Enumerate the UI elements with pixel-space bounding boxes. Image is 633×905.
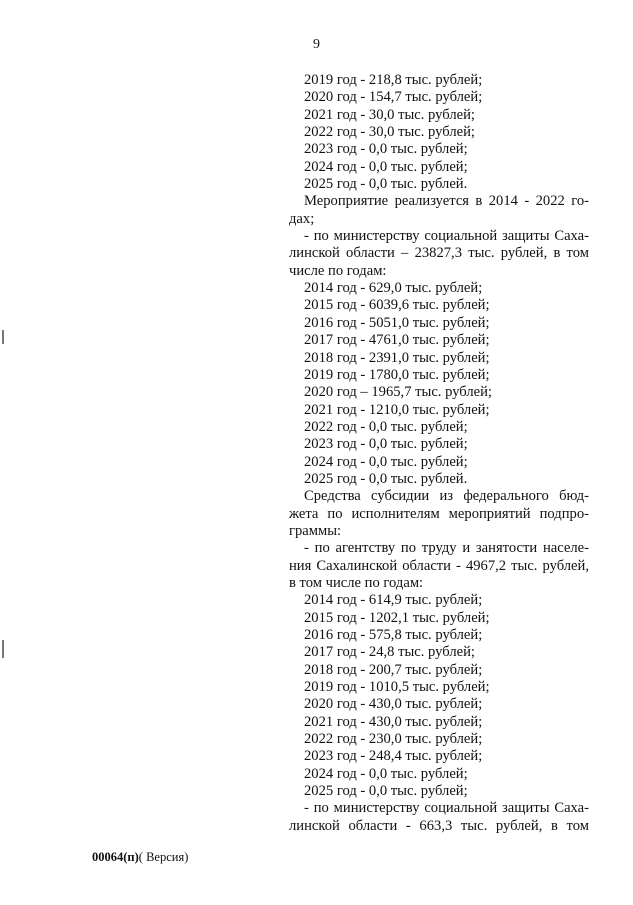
text-line: 2024 год - 0,0 тыс. рублей; xyxy=(304,158,468,175)
text-line: дах; xyxy=(289,210,315,227)
text-line: 2018 год - 2391,0 тыс. рублей; xyxy=(304,349,490,366)
text-line: жета по исполнителям мероприятий подпро- xyxy=(289,505,589,522)
text-line: 2014 год - 614,9 тыс. рублей; xyxy=(304,592,483,609)
text-line: - по агентству по труду и занятости населе- xyxy=(304,540,589,557)
scan-margin-mark xyxy=(2,330,4,344)
text-line: 2014 год - 629,0 тыс. рублей; xyxy=(304,280,483,297)
text-line: 2015 год - 1202,1 тыс. рублей; xyxy=(304,609,490,626)
text-line: 2019 год - 218,8 тыс. рублей; xyxy=(304,72,483,88)
text-line: 2019 год - 1010,5 тыс. рублей; xyxy=(304,679,490,696)
text-line: ния Сахалинской области - 4967,2 тыс. рублей, xyxy=(289,557,589,574)
text-line: 2022 год - 230,0 тыс. рублей; xyxy=(304,731,483,748)
text-line: 2025 год - 0,0 тыс. рублей. xyxy=(304,470,468,487)
text-line: 2016 год - 575,8 тыс. рублей; xyxy=(304,627,483,643)
text-line: 2020 год - 430,0 тыс. рублей; xyxy=(304,696,483,713)
document-footer xyxy=(92,850,188,865)
page-number: 9 xyxy=(313,37,320,52)
text-line: 2017 год - 4761,0 тыс. рублей; xyxy=(304,332,490,349)
text-line: 2020 год – 1965,7 тыс. рублей; xyxy=(304,384,492,401)
text-line: 2017 год - 24,8 тыс. рублей; xyxy=(304,644,475,661)
text-line: Средства субсидии из федерального бюд- xyxy=(304,488,589,505)
text-line: 2016 год - 5051,0 тыс. рублей; xyxy=(304,314,490,331)
text-line: 2023 год - 0,0 тыс. рублей; xyxy=(304,436,468,453)
text-line: 2020 год - 154,7 тыс. рублей; xyxy=(304,89,483,106)
text-line: - по министерству социальной защиты Саха- xyxy=(304,800,589,817)
text-line: 2024 год - 0,0 тыс. рублей; xyxy=(304,453,468,470)
text-line: 2021 год - 30,0 тыс. рублей; xyxy=(304,106,475,123)
text-line: 2018 год - 200,7 тыс. рублей; xyxy=(304,661,483,678)
text-line: 2022 год - 30,0 тыс. рублей; xyxy=(304,124,475,141)
text-line: в том числе по годам: xyxy=(289,574,424,591)
text-line: числе по годам: xyxy=(289,262,387,279)
text-line: 2023 год - 0,0 тыс. рублей; xyxy=(304,141,468,158)
text-line: - по министерству социальной защиты Саха- xyxy=(304,228,589,245)
document-version: ( Версия) xyxy=(138,850,189,864)
text-line: 2015 год - 6039,6 тыс. рублей; xyxy=(304,297,490,314)
text-line: линской области - 663,3 тыс. рублей, в том xyxy=(289,817,589,834)
scan-margin-mark xyxy=(2,640,4,658)
text-line: 2024 год - 0,0 тыс. рублей; xyxy=(304,765,468,782)
text-line: 2025 год - 0,0 тыс. рублей; xyxy=(304,783,468,800)
text-line: 2023 год - 248,4 тыс. рублей; xyxy=(304,748,483,765)
text-line: 2022 год - 0,0 тыс. рублей; xyxy=(304,418,468,435)
document-body xyxy=(289,72,589,835)
text-line: граммы: xyxy=(289,522,342,539)
text-line: 2021 год - 1210,0 тыс. рублей; xyxy=(304,401,490,418)
document-code: 00064(п) xyxy=(92,850,139,864)
text-line: 2019 год - 1780,0 тыс. рублей; xyxy=(304,366,490,383)
text-line: 2021 год - 430,0 тыс. рублей; xyxy=(304,713,483,730)
text-line: линской области – 23827,3 тыс. рублей, в том xyxy=(289,245,589,262)
text-line: 2025 год - 0,0 тыс. рублей. xyxy=(304,176,468,193)
text-line: Мероприятие реализуется в 2014 - 2022 го- xyxy=(304,193,589,210)
